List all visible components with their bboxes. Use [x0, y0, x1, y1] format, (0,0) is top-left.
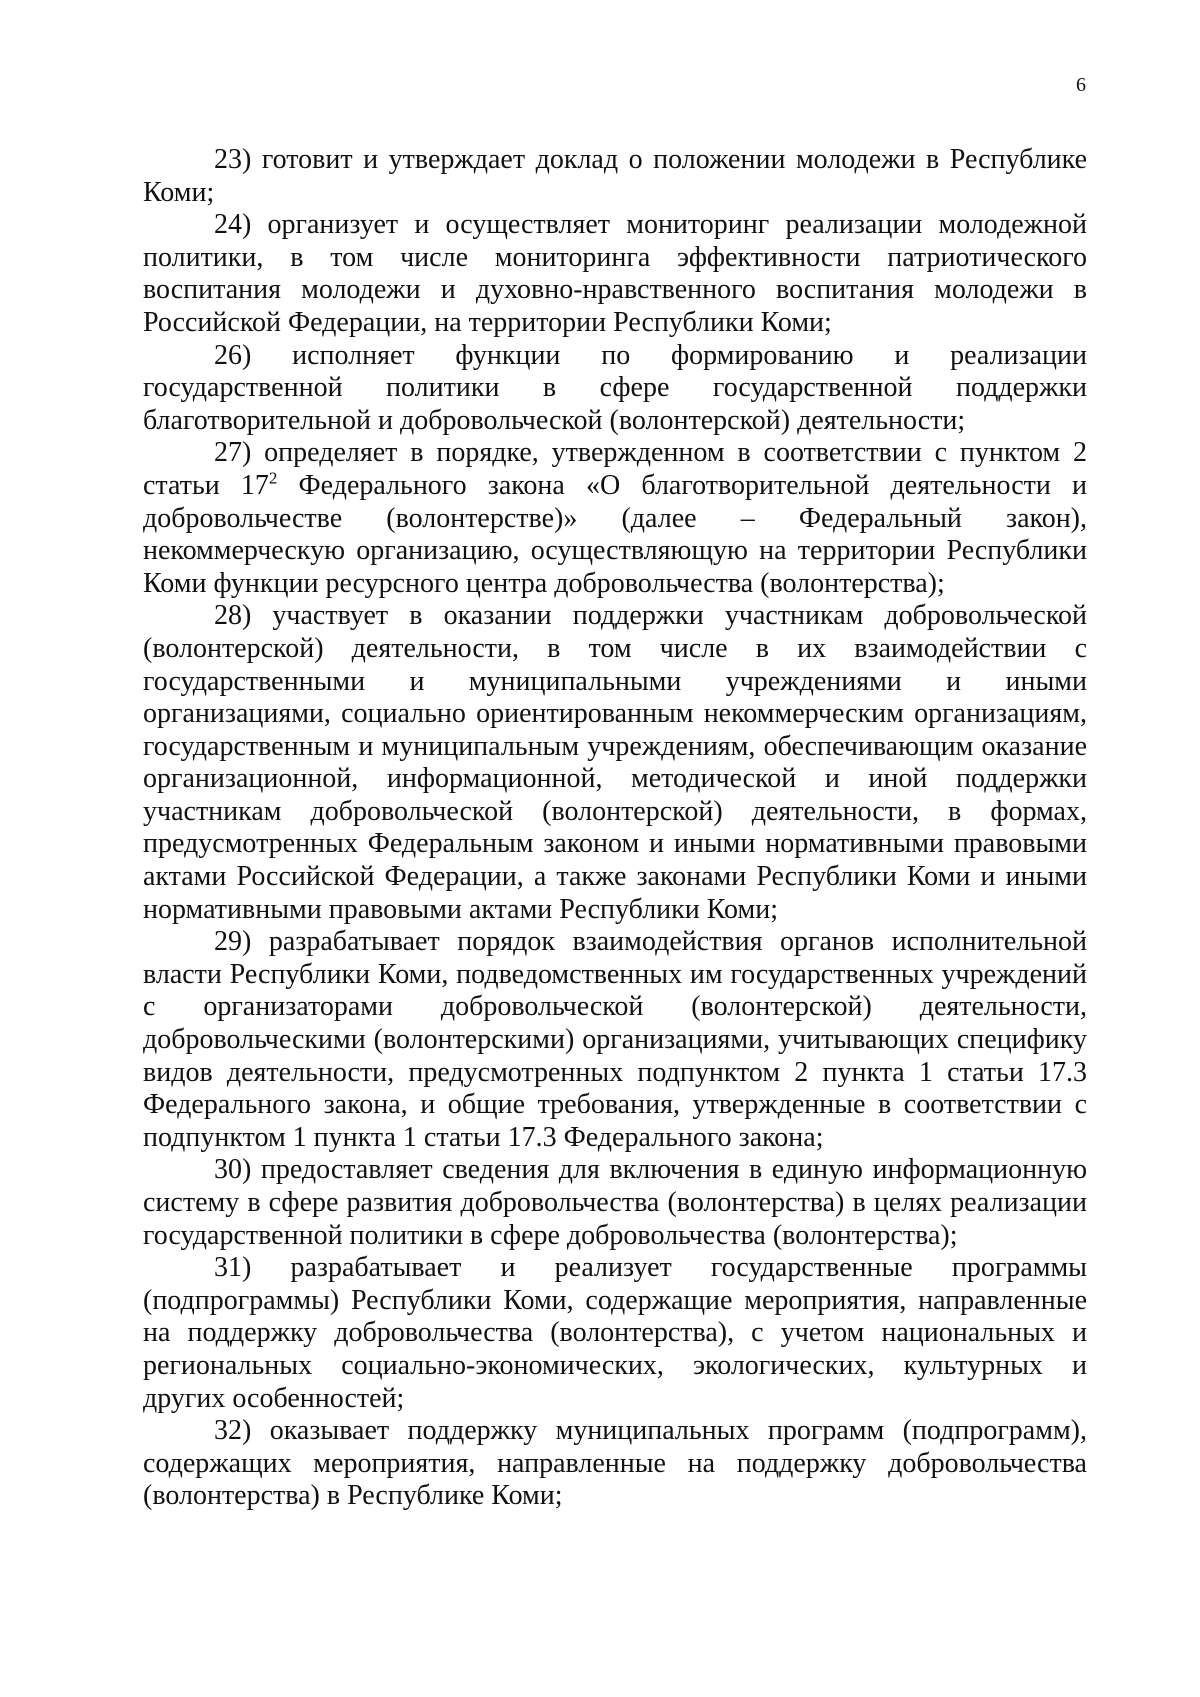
- list-item-32: 32) оказывает поддержку муниципальных программ (подпрограмм), содержащих мероприятия, направленные на поддержку добровольчества (волонтерства) в Республике Коми;: [143, 1415, 1087, 1512]
- article-superscript: 2: [268, 468, 278, 488]
- list-item-26: 26) исполняет функции по формированию и реализации государственной политики в сфере государственной поддержки благотворительной и добровольческой (волонтерской) деятельности;: [143, 339, 1087, 436]
- document-body: [143, 144, 1087, 1513]
- page-number: 6: [1076, 74, 1086, 96]
- list-item-31: 31) разрабатывает и реализует государственные программы (подпрограммы) Республики Коми, содержащие мероприятия, направленные на поддержку добровольчества (волонтерства), с учетом национальных и региональных социально-экономических, экологических, культурных и других особенностей;: [143, 1252, 1087, 1414]
- list-item-27-text-before: 27) определяет в порядке, утвержденном в соответствии с пунктом 2 статьи 17: [143, 437, 1087, 501]
- list-item-30: 30) предоставляет сведения для включения в единую информационную систему в сфере развития добровольчества (волонтерства) в целях реализации государственной политики в сфере добровольчества (волонтерства);: [143, 1154, 1087, 1251]
- list-item-24: 24) организует и осуществляет мониторинг реализации молодежной политики, в том числе мониторинга эффективности патриотического воспитания молодежи и духовно-нравственного воспитания молодежи в Российской Федерации, на территории Республики Коми;: [143, 209, 1087, 338]
- list-item-29: 29) разрабатывает порядок взаимодействия органов исполнительной власти Республики Коми, подведомственных им государственных учреждений с организаторами добровольческой (волонтерской) деятельности, добровольческими (волонтерскими) организациями, учитывающих специфику видов деятельности, предусмотренных подпунктом 2 пункта 1 статьи 17.3 Федерального закона, и общие требования, утвержденные в соответствии с подпунктом 1 пункта 1 статьи 17.3 Федерального закона;: [143, 926, 1087, 1153]
- list-item-27-text-after: Федерального закона «О благотворительной деятельности и добровольчестве (волонтерстве)» (далее – Федеральный закон), некоммерческую организацию, осуществляющую на территории Республики Коми функции ресурсного центра добровольчества (волонтерства);: [143, 469, 1088, 599]
- list-item-23: 23) готовит и утверждает доклад о положении молодежи в Республике Коми;: [143, 144, 1087, 208]
- list-item-28: 28) участвует в оказании поддержки участникам добровольческой (волонтерской) деятельности, в том числе в их взаимодействии с государственными и муниципальными учреждениями и иными организациями, социально ориентированным некоммерческим организациям, государственным и муниципальным учреждениям, обеспечивающим оказание организационной, информационной, методической и иной поддержки участникам добровольческой (волонтерской) деятельности, в формах, предусмотренных Федеральным законом и иными нормативными правовыми актами Российской Федерации, а также законами Республики Коми и иными нормативными правовыми актами Республики Коми;: [143, 600, 1087, 925]
- list-item-27: [143, 437, 1087, 600]
